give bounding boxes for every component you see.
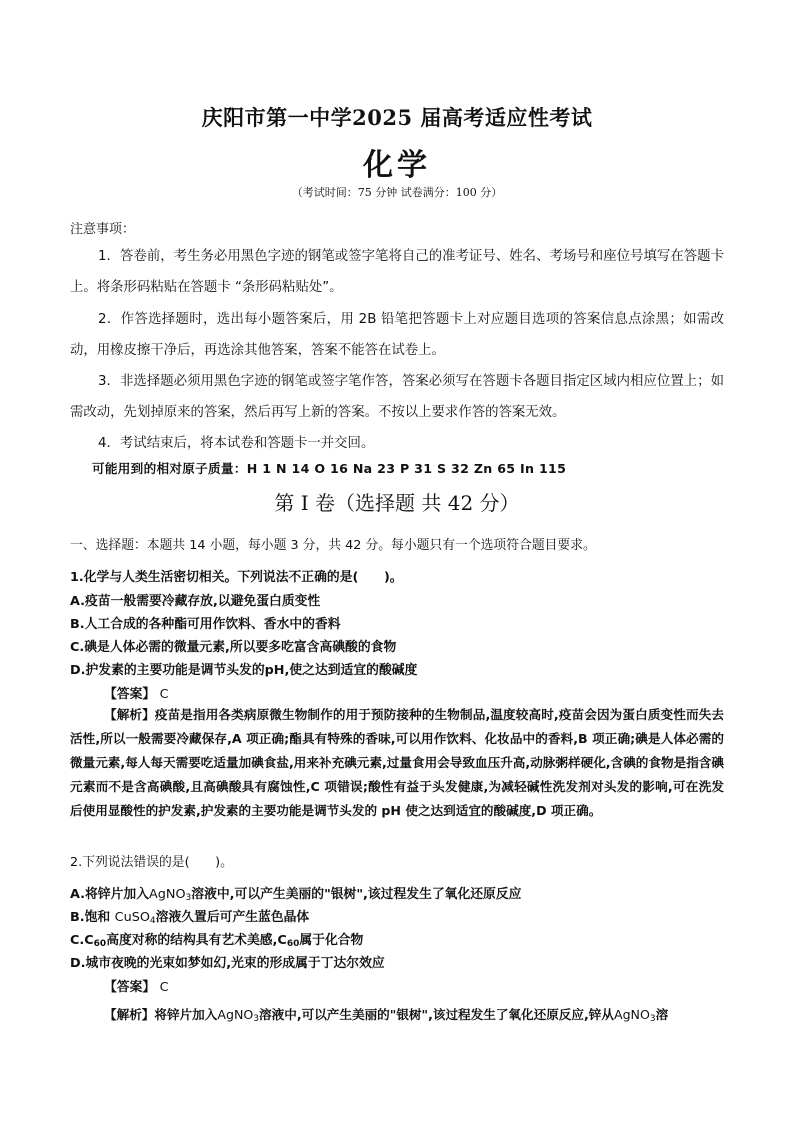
exam-info: （考试时间：75 分钟 试卷满分：100 分） bbox=[291, 186, 503, 199]
q2-option-d: D.城市夜晚的光束如梦如幻,光束的形成属于丁达尔效应 bbox=[70, 956, 385, 971]
q2-answer bbox=[104, 976, 169, 995]
q2-answer-value: C bbox=[159, 980, 169, 995]
q2-agno3 bbox=[149, 887, 191, 902]
q1-option-d: D.护发素的主要功能是调节头发的pH,使之达到适宜的酸碱度 bbox=[70, 663, 418, 678]
q2-expl-agno3-main-1: AgNO bbox=[217, 1007, 254, 1022]
q2-explanation-agno3-1 bbox=[217, 1007, 259, 1022]
q1-stem: 1.化学与人类生活密切相关。下列说法不正确的是( )。 bbox=[70, 570, 403, 585]
q2-agno3-sub: 3 bbox=[185, 893, 192, 903]
q1-answer bbox=[104, 683, 169, 702]
q2-option-b-text1: B.饱和 bbox=[70, 910, 115, 925]
q2-expl-agno3-main-2: AgNO bbox=[613, 1007, 650, 1022]
section-intro: 一、选择题：本题共 14 小题，每小题 3 分，共 42 分。每小题只有一个选项符合题目要求。 bbox=[70, 538, 596, 553]
q2-option-c-text1: C.C bbox=[70, 933, 94, 948]
q1-option-a: A.疫苗一般需要冷藏存放,以避免蛋白质变性 bbox=[70, 594, 321, 609]
q2-option-b-text2: 溶液久置后可产生蓝色晶体 bbox=[155, 910, 310, 925]
q1-option-c: C.碘是人体必需的微量元素,所以要多吃富含高碘酸的食物 bbox=[70, 640, 397, 655]
subject-title: 化学 bbox=[363, 148, 431, 183]
q2-stem: 2.下列说法错误的是( )。 bbox=[70, 855, 233, 870]
atomic-masses: 可能用到的相对原子质量：H 1 N 14 O 16 Na 23 P 31 S 32 Zn 65 In 115 bbox=[92, 461, 567, 476]
q2-explanation-text2: 溶液中,可以产生美丽的"银树",该过程发生了氧化还原反应,锌从 bbox=[259, 1007, 614, 1022]
q2-explanation-label: 【解析】 bbox=[104, 1007, 155, 1022]
q2-expl-agno3-sub-2: 3 bbox=[649, 1014, 656, 1024]
q2-explanation-agno3-2 bbox=[614, 1007, 656, 1022]
section-title: 第 I 卷（选择题 共 42 分） bbox=[274, 491, 520, 515]
q2-option-c bbox=[70, 929, 730, 949]
notice-item-2: 2．作答选择题时，选出每小题答案后，用 2B 铅笔把答题卡上对应题目选项的答案信息点涂黑；如需改动，用橡皮擦干净后，再选涂其他答案，答案不能答在试卷上。 bbox=[70, 312, 724, 358]
q2-explanation-text3: 溶 bbox=[655, 1007, 669, 1022]
q2-expl-agno3-sub-1: 3 bbox=[253, 1014, 260, 1024]
q2-c60-sub-1: 60 bbox=[93, 939, 107, 949]
q2-option-a-text2: 溶液中,可以产生美丽的"银树",该过程发生了氧化还原反应 bbox=[191, 887, 522, 902]
q2-agno3-main: AgNO bbox=[149, 887, 186, 902]
notice-heading: 注意事项： bbox=[70, 222, 136, 237]
q2-cuso4-main: CuSO bbox=[114, 910, 150, 925]
q2-c60-sub-2: 60 bbox=[286, 939, 300, 949]
q2-option-c-text2: 高度对称的结构具有艺术美感,C bbox=[106, 933, 287, 948]
q2-option-c-text3: 属于化合物 bbox=[299, 933, 364, 948]
q2-explanation bbox=[70, 1003, 724, 1031]
q2-answer-label: 【答案】 bbox=[104, 980, 156, 995]
q1-answer-label: 【答案】 bbox=[104, 687, 156, 702]
notice-item-1: 1．答卷前，考生务必用黑色字迹的钢笔或签字笔将自己的准考证号、姓名、考场号和座位号填写在答题卡上。将条形码粘贴在答题卡 “条形码粘贴处”。 bbox=[70, 249, 724, 295]
q1-option-b: B.人工合成的各种酯可用作饮料、香水中的香料 bbox=[70, 617, 341, 632]
q1-explanation-label: 【解析】 bbox=[104, 707, 155, 722]
q1-explanation bbox=[70, 703, 724, 823]
q2-option-a bbox=[70, 883, 730, 903]
q2-option-a-text1: A.将锌片加入 bbox=[70, 887, 149, 902]
q1-answer-value: C bbox=[159, 687, 169, 702]
notice-item-3: 3．非选择题必须用黑色字迹的钢笔或签字笔作答，答案必须写在答题卡各题目指定区域内相应位置上；如需改动，先划掉原来的答案，然后再写上新的答案。不按以上要求作答的答案无效。 bbox=[70, 374, 724, 420]
q2-explanation-text1: 将锌片加入 bbox=[154, 1007, 218, 1022]
notice-item-4: 4．考试结束后，将本试卷和答题卡一并交回。 bbox=[98, 436, 375, 451]
exam-title: 庆阳市第一中学2025 届高考适应性考试 bbox=[201, 105, 593, 130]
q2-option-b bbox=[70, 906, 730, 926]
q2-cuso4 bbox=[115, 910, 156, 925]
q2-cuso4-sub: 4 bbox=[149, 916, 156, 926]
q1-explanation-text: 疫苗是指用各类病原微生物制作的用于预防接种的生物制品,温度较高时,疫苗会因为蛋白质变性而失去活性,所以一般需要冷藏保存,A 项正确;酯具有特殊的香味,可以用作饮料、化妆品中的香料,B 项正确;碘是人体必需的微量元素,每人每天需要吃适量加碘食盐,用来补充碘元素,过量食用会导致血压升高,动脉粥样硬化,含碘的食物是指含碘元素而不是含高碘酸,且高碘酸具有腐蚀性,C 项错误;酸性有益于头发健康,为减轻碱性洗发剂对头发的影响,可在洗发后使用显酸性的护发素,护发素的主要功能是调节头发的 pH 使之达到适宜的酸碱度,D 项正确。 bbox=[70, 707, 724, 818]
